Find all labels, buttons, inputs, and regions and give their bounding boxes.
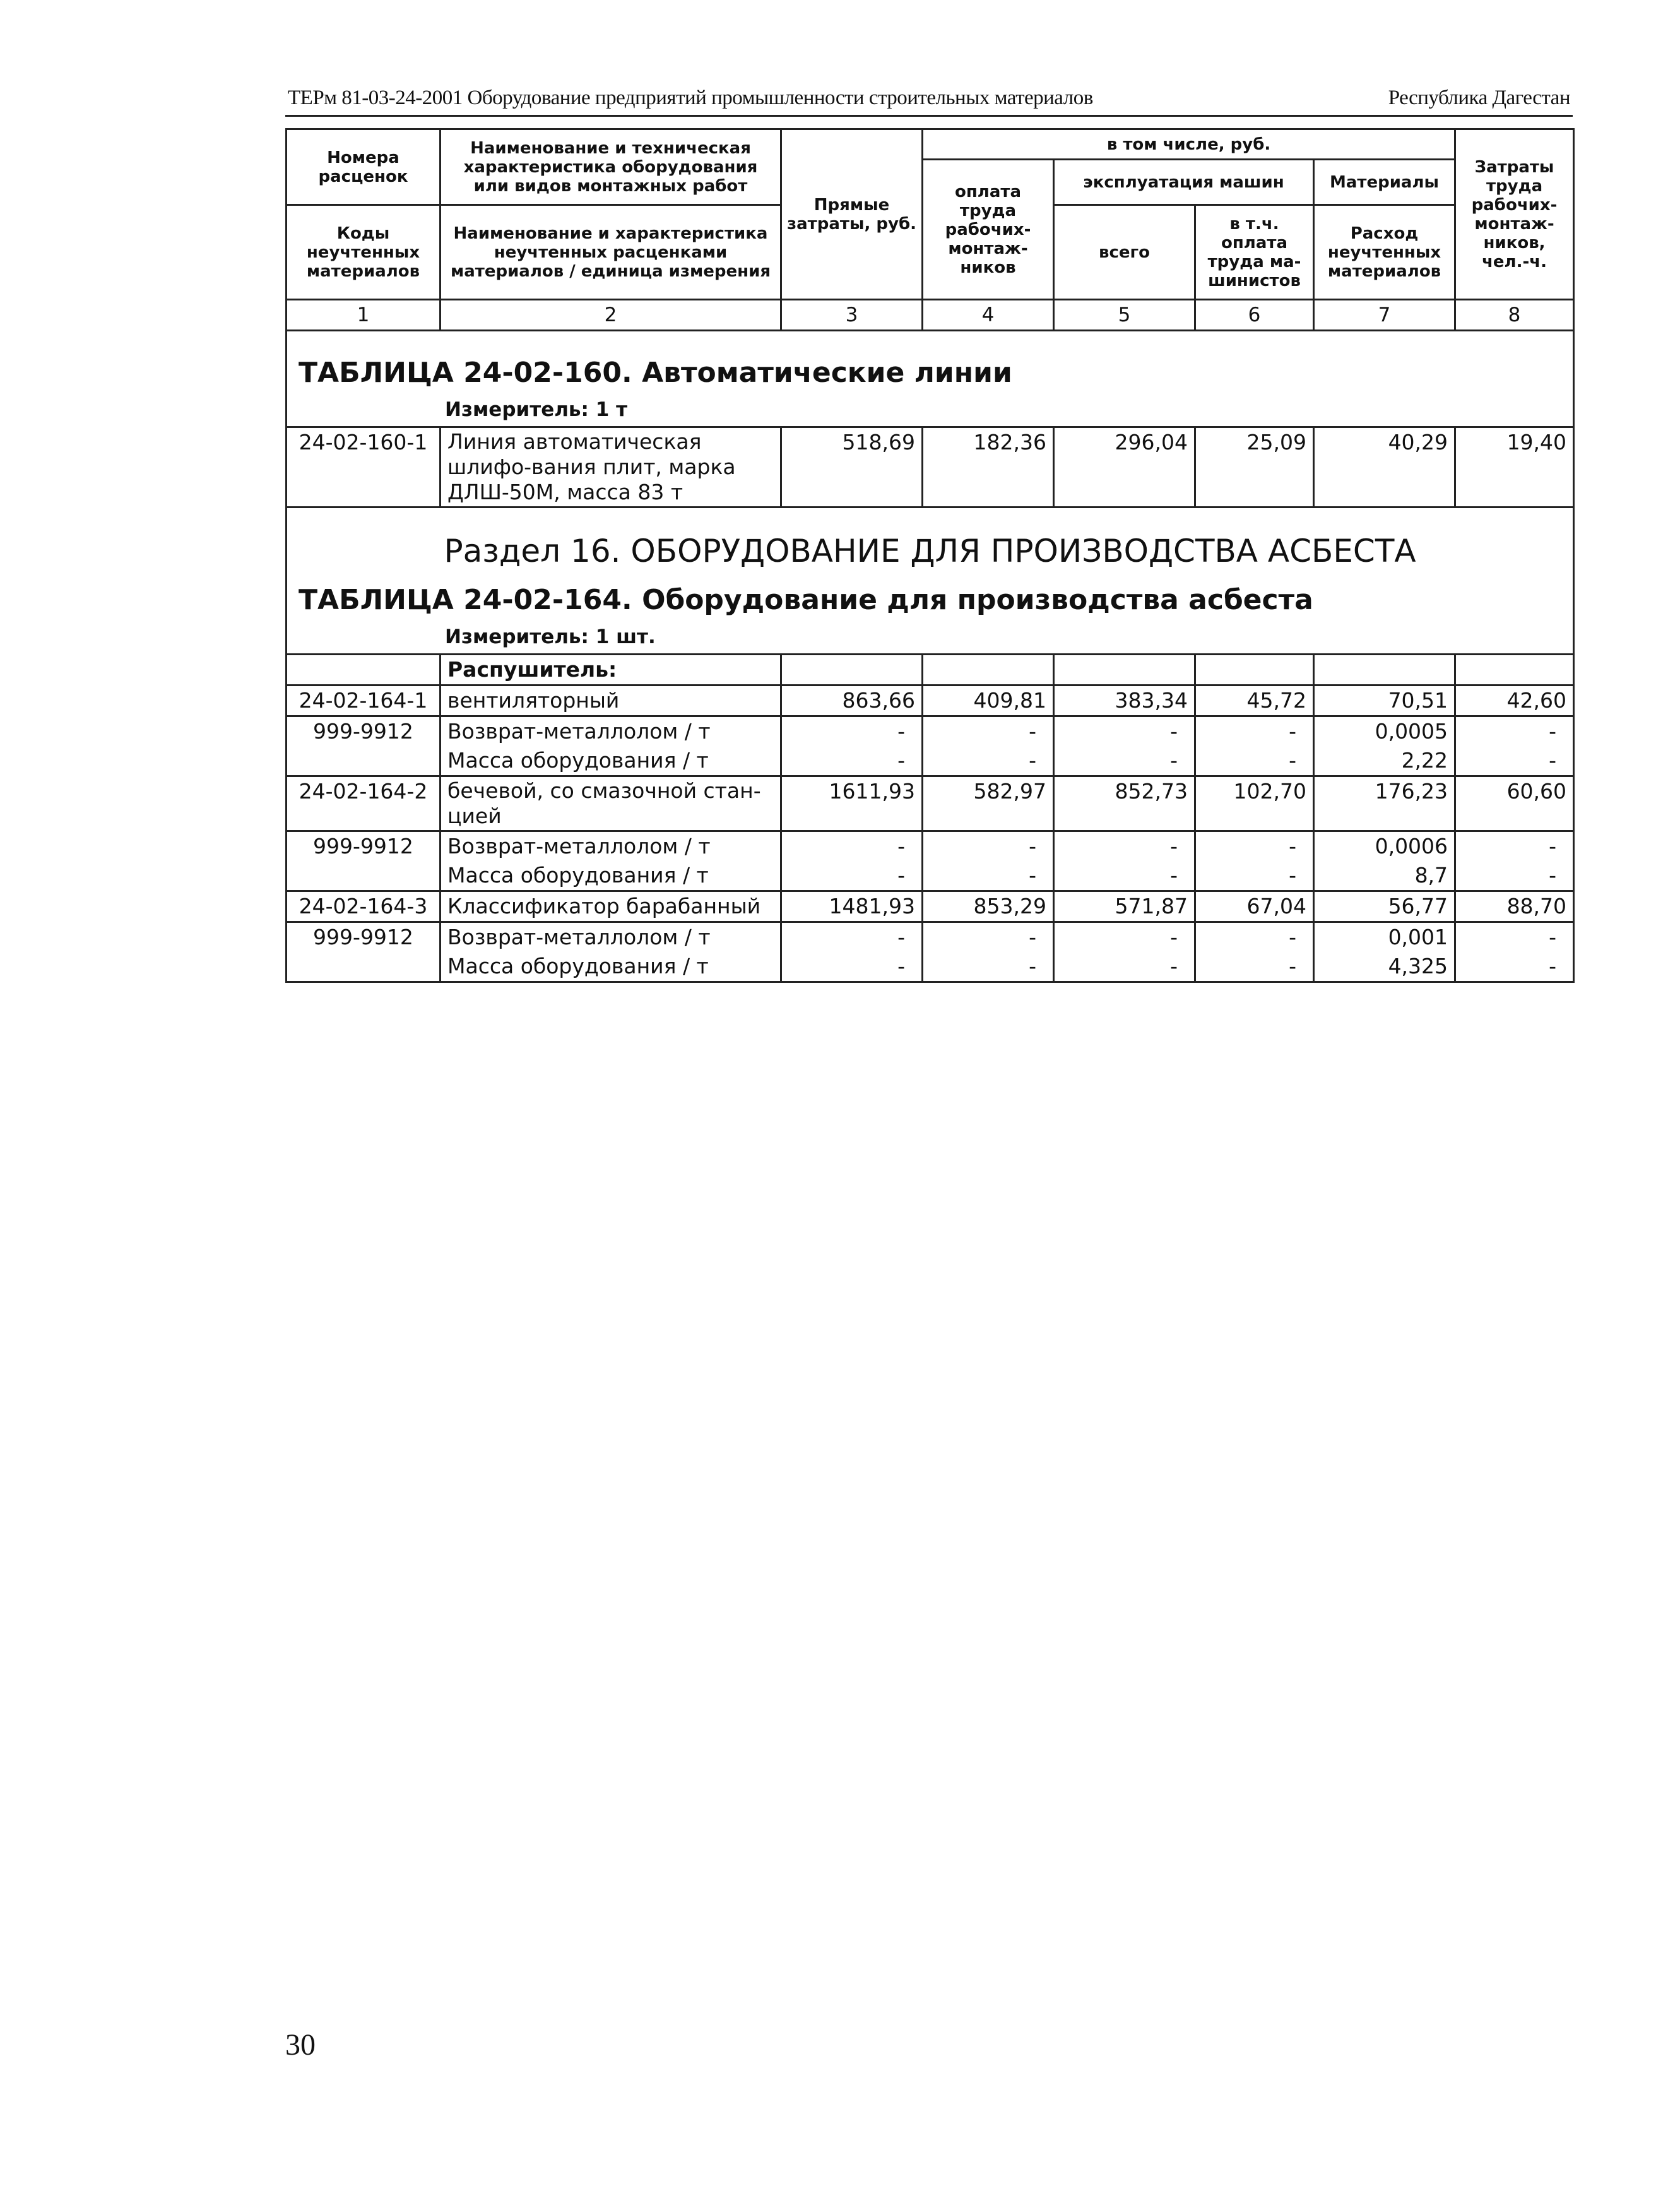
table-row xyxy=(287,686,1574,716)
labor-hours: - xyxy=(1455,746,1574,776)
table-row xyxy=(287,427,1574,508)
column-number: 4 xyxy=(923,300,1054,331)
rate-code: 24-02-164-3 xyxy=(287,891,441,922)
rate-code: 24-02-164-2 xyxy=(287,776,441,831)
direct-costs: - xyxy=(781,952,923,982)
labor-hours: 88,70 xyxy=(1455,891,1574,922)
table-row xyxy=(287,922,1574,953)
column-number: 5 xyxy=(1054,300,1195,331)
machines-total: - xyxy=(1054,952,1195,982)
wages: - xyxy=(923,746,1054,776)
table-160-measure: Измеритель: 1 т xyxy=(445,398,628,421)
materials: 56,77 xyxy=(1314,891,1455,922)
machines-total: - xyxy=(1054,716,1195,747)
machinist-wages: 67,04 xyxy=(1195,891,1314,922)
rates-table xyxy=(285,128,1575,983)
rate-name: Масса оборудования / т xyxy=(441,861,781,891)
wages: - xyxy=(923,922,1054,953)
materials: 2,22 xyxy=(1314,746,1455,776)
direct-costs: 1481,93 xyxy=(781,891,923,922)
wages: 853,29 xyxy=(923,891,1054,922)
machines-total: 571,87 xyxy=(1054,891,1195,922)
direct-costs: - xyxy=(781,861,923,891)
rate-code xyxy=(287,952,441,982)
wages: - xyxy=(923,716,1054,747)
column-number: 2 xyxy=(441,300,781,331)
header-materials: Материалы xyxy=(1314,160,1455,205)
machines-total: 852,73 xyxy=(1054,776,1195,831)
page-header xyxy=(285,81,1573,117)
column-number: 1 xyxy=(287,300,441,331)
rate-code: 999-9912 xyxy=(287,922,441,953)
materials: 0,0006 xyxy=(1314,831,1455,862)
region-name: Республика Дагестан xyxy=(1388,86,1570,109)
header-machines: эксплуатация машин xyxy=(1054,160,1314,205)
column-number: 6 xyxy=(1195,300,1314,331)
column-number: 3 xyxy=(781,300,923,331)
materials: 0,0005 xyxy=(1314,716,1455,747)
rate-name: Масса оборудования / т xyxy=(441,746,781,776)
rate-name: Возврат-металлолом / т xyxy=(441,831,781,862)
wages: - xyxy=(923,861,1054,891)
header-material-codes: Коды неучтенных материалов xyxy=(287,205,441,300)
wages: - xyxy=(923,831,1054,862)
direct-costs: - xyxy=(781,716,923,747)
header-material-consumption: Расход неучтенных материалов xyxy=(1314,205,1455,300)
machinist-wages: - xyxy=(1195,716,1314,747)
table-row xyxy=(287,952,1574,982)
rate-name: Классификатор барабанный xyxy=(441,891,781,922)
rate-name: вентиляторный xyxy=(441,686,781,716)
column-number: 8 xyxy=(1455,300,1574,331)
table-164-measure: Измеритель: 1 шт. xyxy=(445,626,656,648)
direct-costs: 518,69 xyxy=(781,427,923,508)
table-row xyxy=(287,746,1574,776)
table-164-rows xyxy=(287,686,1574,982)
section-title: Раздел 16. ОБОРУДОВАНИЕ ДЛЯ ПРОИЗВОДСТВА АСБЕСТА xyxy=(444,533,1416,569)
table-row xyxy=(287,891,1574,922)
direct-costs: - xyxy=(781,922,923,953)
rate-name: Возврат-металлолом / т xyxy=(441,922,781,953)
machinist-wages: 102,70 xyxy=(1195,776,1314,831)
group-title: Распушитель: xyxy=(441,655,781,686)
labor-hours: 60,60 xyxy=(1455,776,1574,831)
rate-code xyxy=(287,746,441,776)
machinist-wages: - xyxy=(1195,922,1314,953)
header-machines-total: всего xyxy=(1054,205,1195,300)
machines-total: - xyxy=(1054,831,1195,862)
wages: 182,36 xyxy=(923,427,1054,508)
header-name-bottom: Наименование и характеристика неучтенных расценками материалов / единица измерения xyxy=(441,205,781,300)
rate-name: Масса оборудования / т xyxy=(441,952,781,982)
header-including: в том числе, руб. xyxy=(923,129,1455,160)
rate-name: бечевой, со смазочной стан-цией xyxy=(441,776,781,831)
labor-hours: - xyxy=(1455,922,1574,953)
materials: 4,325 xyxy=(1314,952,1455,982)
machines-total: - xyxy=(1054,922,1195,953)
direct-costs: 1611,93 xyxy=(781,776,923,831)
machines-total: - xyxy=(1054,861,1195,891)
labor-hours: 19,40 xyxy=(1455,427,1574,508)
labor-hours: - xyxy=(1455,716,1574,747)
materials: 8,7 xyxy=(1314,861,1455,891)
materials: 70,51 xyxy=(1314,686,1455,716)
header-wages: оплата труда рабочих-монтаж-ников xyxy=(923,160,1054,300)
machinist-wages: - xyxy=(1195,831,1314,862)
machinist-wages: - xyxy=(1195,952,1314,982)
section-16-heading-row xyxy=(287,508,1574,655)
header-rate-numbers: Номера расценок xyxy=(287,129,441,205)
group-row xyxy=(287,655,1574,686)
table-row xyxy=(287,861,1574,891)
rate-code: 24-02-164-1 xyxy=(287,686,441,716)
machines-total: 296,04 xyxy=(1054,427,1195,508)
direct-costs: 863,66 xyxy=(781,686,923,716)
header-labor-hours: Затраты труда рабочих-монтаж-ников, чел.-ч. xyxy=(1455,129,1574,300)
direct-costs: - xyxy=(781,746,923,776)
table-row xyxy=(287,716,1574,747)
table-160-heading-row xyxy=(287,331,1574,427)
rate-code xyxy=(287,861,441,891)
materials: 0,001 xyxy=(1314,922,1455,953)
labor-hours: 42,60 xyxy=(1455,686,1574,716)
header-name-top: Наименование и техническая характеристика оборудования или видов монтажных работ xyxy=(441,129,781,205)
labor-hours: - xyxy=(1455,831,1574,862)
machinist-wages: - xyxy=(1195,861,1314,891)
machines-total: 383,34 xyxy=(1054,686,1195,716)
table-160-title: ТАБЛИЦА 24-02-160. Автоматические линии xyxy=(299,357,1012,389)
wages: - xyxy=(923,952,1054,982)
machinist-wages: 45,72 xyxy=(1195,686,1314,716)
rate-name: Линия автоматическая шлифо-вания плит, марка ДЛШ-50М, масса 83 т xyxy=(441,427,781,508)
rate-code: 999-9912 xyxy=(287,716,441,747)
machinist-wages: 25,09 xyxy=(1195,427,1314,508)
page-number: 30 xyxy=(285,2028,316,2062)
labor-hours: - xyxy=(1455,861,1574,891)
header-machinist-wages: в т.ч. оплата труда ма-шинистов xyxy=(1195,205,1314,300)
rate-code: 24-02-160-1 xyxy=(287,427,441,508)
document-title: ТЕРм 81-03-24-2001 Оборудование предприятий промышленности строительных материалов xyxy=(288,86,1093,109)
rate-code: 999-9912 xyxy=(287,831,441,862)
direct-costs: - xyxy=(781,831,923,862)
wages: 409,81 xyxy=(923,686,1054,716)
column-number: 7 xyxy=(1314,300,1455,331)
machinist-wages: - xyxy=(1195,746,1314,776)
column-numbers-row xyxy=(287,300,1574,331)
labor-hours: - xyxy=(1455,952,1574,982)
materials: 176,23 xyxy=(1314,776,1455,831)
table-row xyxy=(287,776,1574,831)
table-164-title: ТАБЛИЦА 24-02-164. Оборудование для производства асбеста xyxy=(299,584,1313,616)
machines-total: - xyxy=(1054,746,1195,776)
wages: 582,97 xyxy=(923,776,1054,831)
table-row xyxy=(287,831,1574,862)
rate-name: Возврат-металлолом / т xyxy=(441,716,781,747)
materials: 40,29 xyxy=(1314,427,1455,508)
header-direct-costs: Прямые затраты, руб. xyxy=(781,129,923,300)
